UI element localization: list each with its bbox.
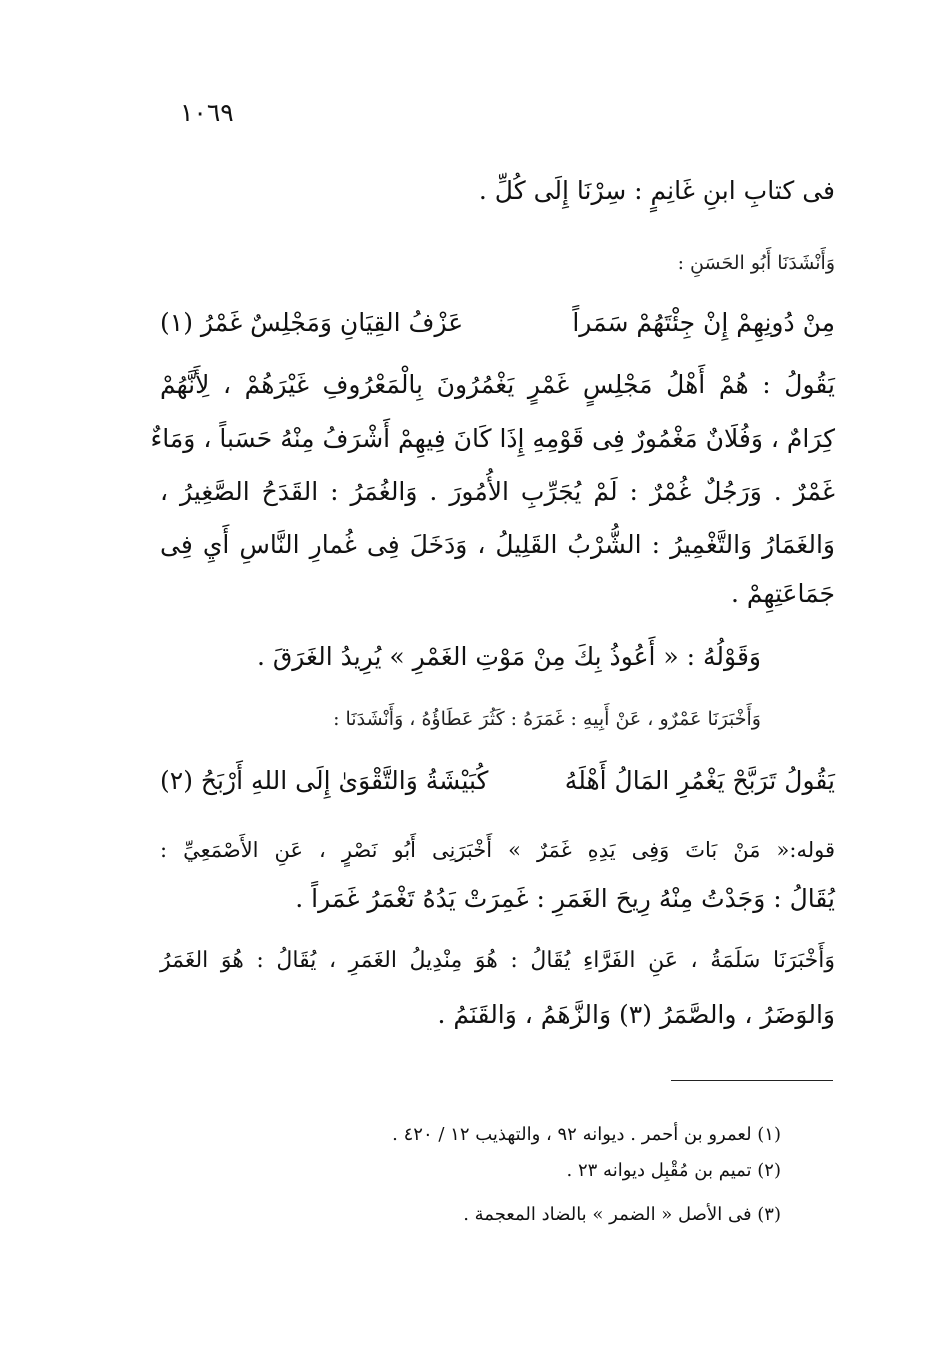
paragraph-2: وَقَوْلُهُ : « أَعُوذُ بِكَ مِنْ مَوْتِ الغَمْرِ » يُرِيدُ الغَرَقَ . [256,642,761,671]
attribution-abu-alhasan: وَأَنْشَدَنَا أَبُو الحَسَنِ : [677,252,835,274]
paragraph-1-line-3: غَمْرٌ . وَرَجُلٌ غُمْرٌ : لَمْ يُجَرِّبِ الأُمُورَ . وَالغُمَرُ : القَدَحُ الصَّغِيرُ ، [160,477,835,506]
page-number: ١٠٦٩ [180,98,234,127]
footnote-2: (٢) تميم بن مُقْبِل ديوانه ٢٣ . [566,1160,781,1181]
verse-1 [160,308,835,337]
footnote-3: (٣) فى الأصل « الضمر » بالضاد المعجمة . [463,1204,781,1225]
paragraph-3: وَأَخْبَرَنَا عَمْرٌو ، عَنْ أَبِيهِ : غَمَرَهُ : كَثُرَ عَطَاؤُهُ ، وَأَنْشَدَنَا : [333,708,761,730]
verse-2-second-hemistich: كُبَيْشَةُ وَالتَّقْوَىٰ إِلَى اللهِ أَرْبَحُ (٢) [160,766,489,795]
text-line-1: فى كتابِ ابنِ غَانِمٍ : سِرْنَا إِلَى كُلِّ . [478,176,835,205]
paragraph-5-line-2: وَالوَضَرُ ، والصَّمَرُ (٣) وَالزَّهَمُ ، وَالقَنَمُ . [437,1000,835,1029]
paragraph-1-line-1: يَقُولُ : هُمْ أَهْلُ مَجْلِسٍ غَمْرٍ يَغْمُرُونَ بِالْمَعْرُوفِ غَيْرَهُمْ ، لِأَنَّهُمْ [160,370,835,399]
paragraph-4-line-2: يُقَالُ : وَجَدْتُ مِنْهُ رِيحَ الغَمَرِ : غَمِرَتْ يَدُهُ تَغْمَرُ غَمَراً . [295,884,835,913]
paragraph-1-line-4: وَالغَمَارُ وَالتَّغْمِيرُ : الشُّرْبُ القَلِيلُ ، وَدَخَلَ فِى غُمارِ النَّاسِ أَيِ فِى [160,530,835,559]
paragraph-1-line-5: جَمَاعَتِهِمْ . [730,579,835,608]
verse-2-first-hemistich: يَقُولُ تَرَبَّحْ يَغْمُرِ المَالُ أَهْلَهُ [564,766,835,795]
verse-2 [160,766,835,795]
paragraph-4-line-1: قوله:« مَنْ بَاتَ وَفِى يَدِهِ غَمَرٌ » أَخْبَرَنِى أَبُو نَصْرٍ ، عَنِ الأَصْمَعِيِّ : [160,838,835,862]
verse-1-second-hemistich: عَزْفُ القِيَانِ وَمَجْلِسٌ غَمْرُ (١) [160,308,464,337]
paragraph-1-line-2: كِرَامٌ ، وَفُلَانٌ مَغْمُورٌ فِى قَوْمِهِ إِذَا كَانَ فِيهِمْ أَشْرَفُ مِنْهُ حَسَباً ، وَمَاءٌ [150,424,835,453]
verse-1-first-hemistich: مِنْ دُونِهِمْ إِنْ جِئْتَهُمْ سَمَراً [572,308,835,337]
paragraph-5-line-1: وَأَخْبَرَنَا سَلَمَةُ ، عَنِ الفَرَّاءِ يُقَالُ : هُوَ مِنْدِيلُ الغَمَرِ ، يُقَالُ : هُوَ الغَمَرُ [160,948,835,973]
footnote-separator [671,1080,833,1081]
footnote-1: (١) لعمرو بن أحمر . ديوانه ٩٢ ، والتهذيب ١٢ / ٤٢٠ . [392,1124,781,1145]
